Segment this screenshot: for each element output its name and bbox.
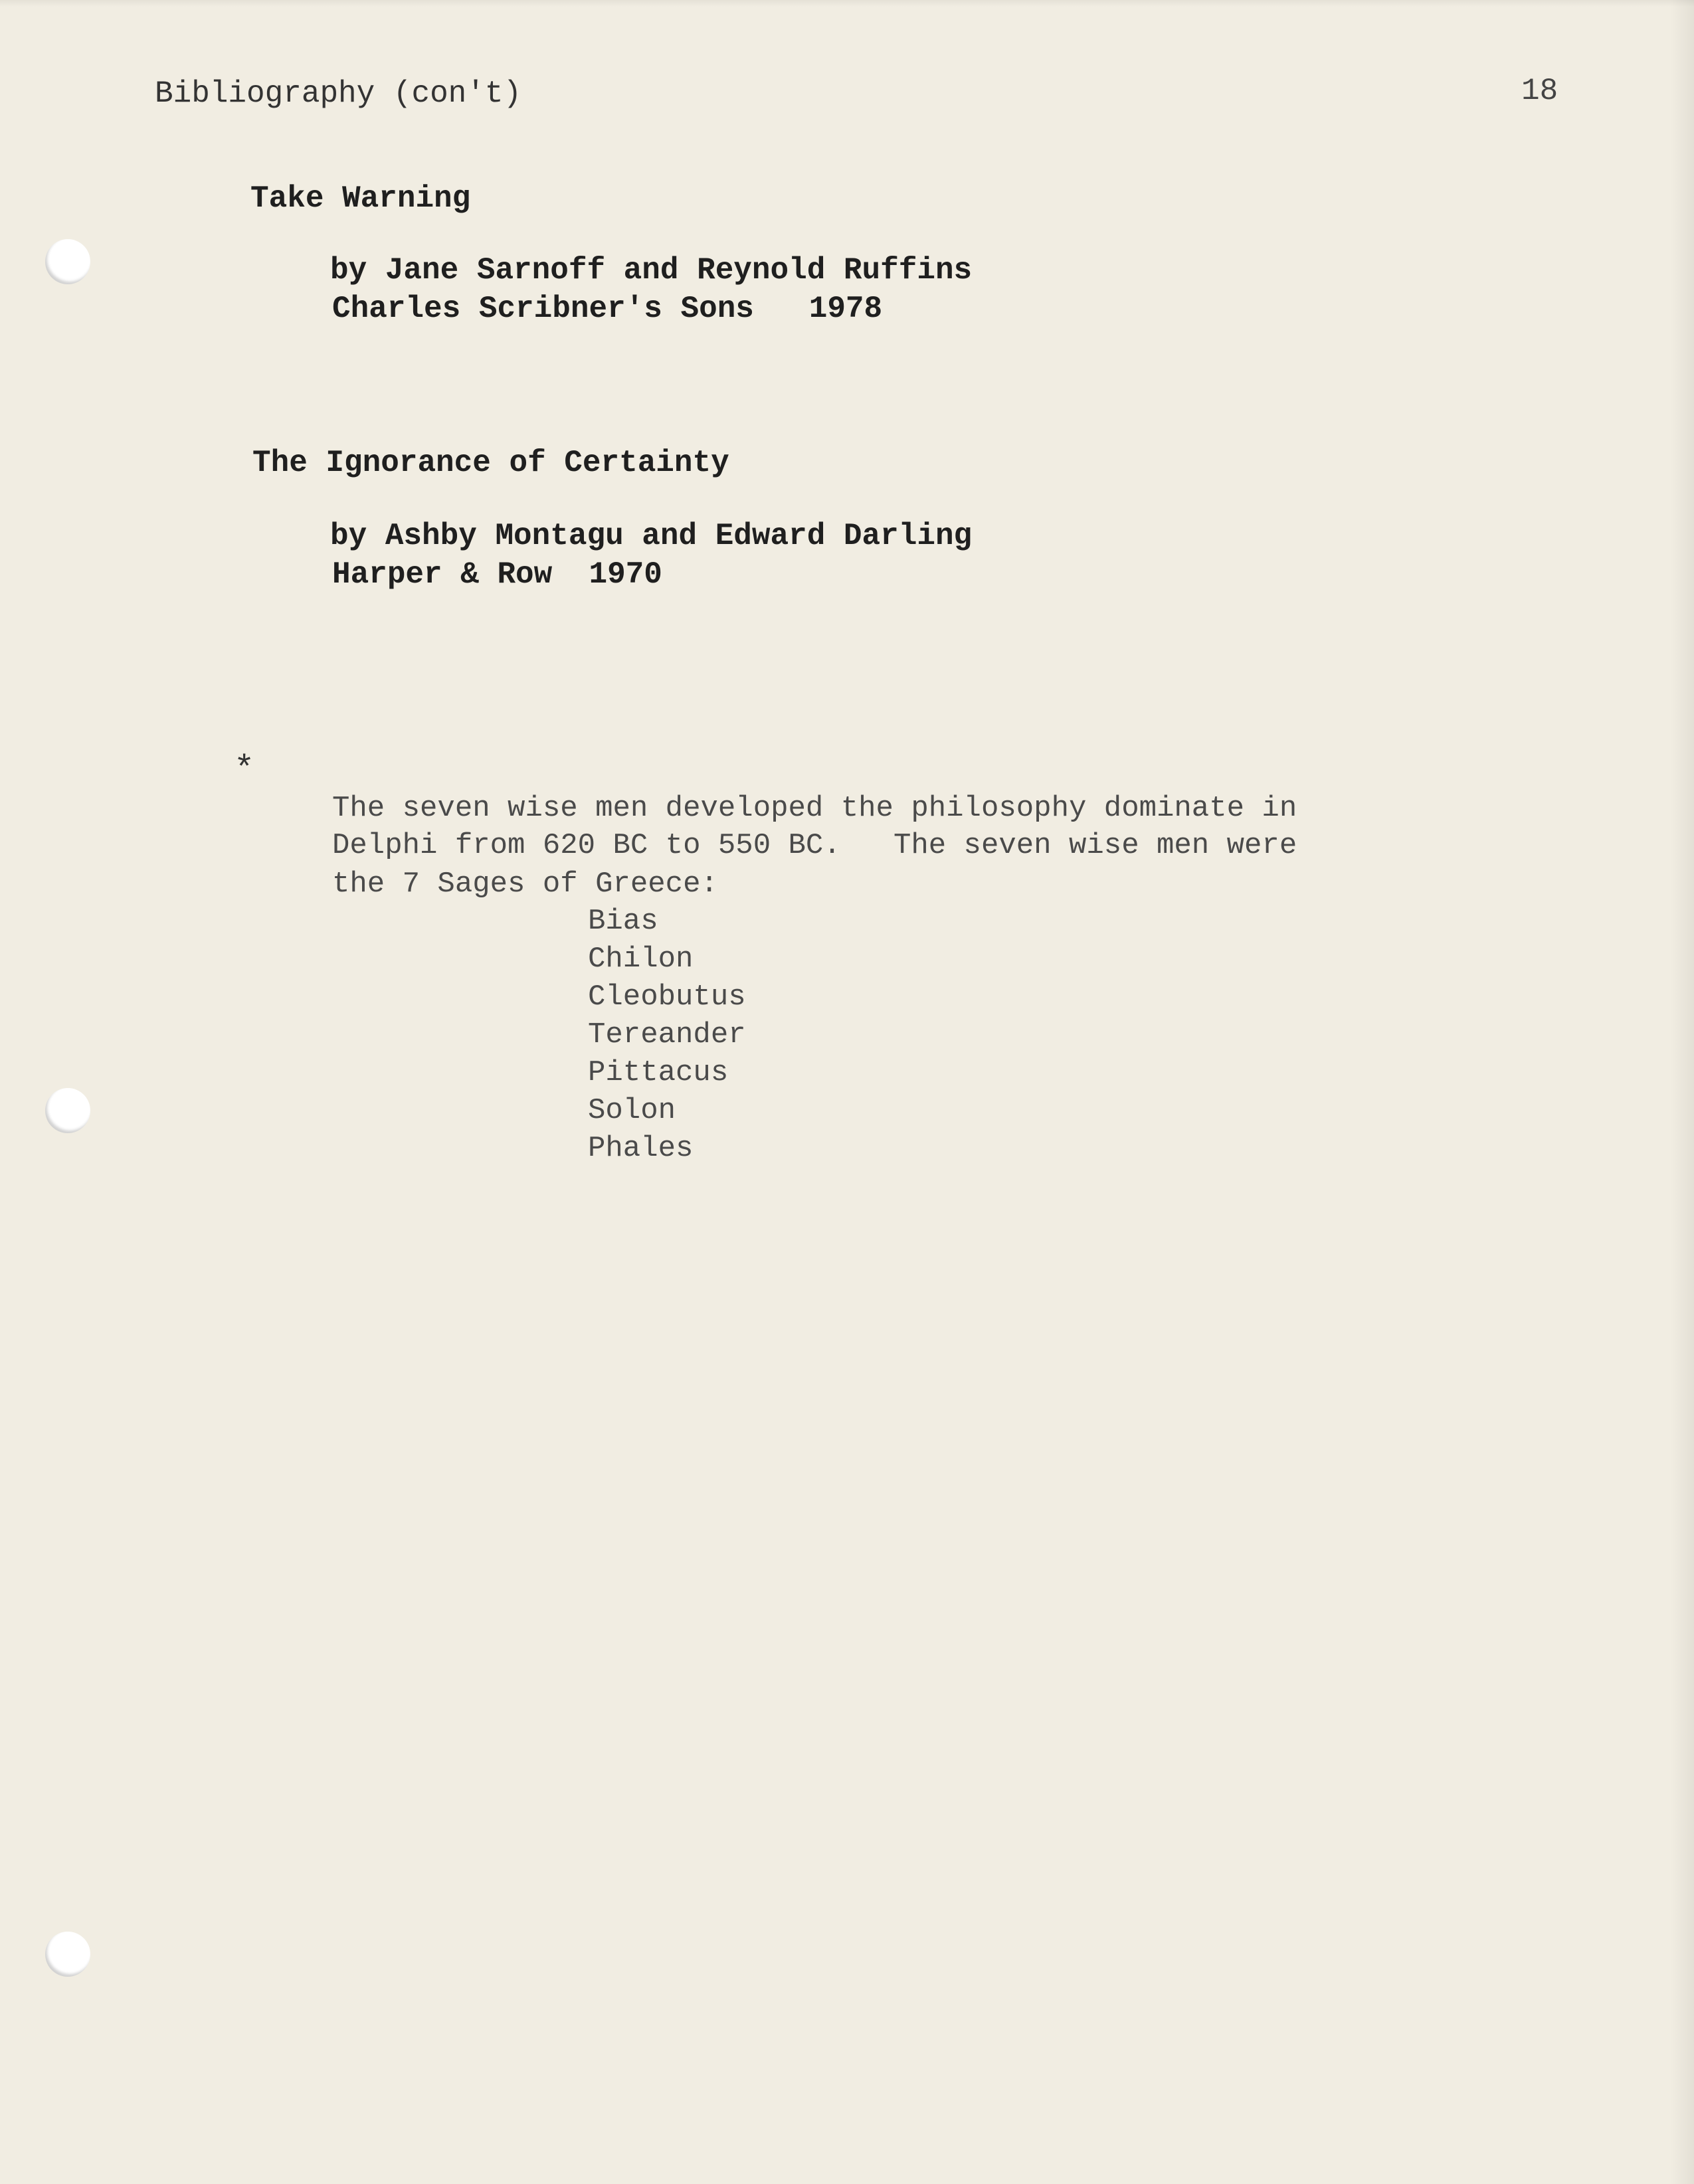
bibliography-entry-title: The Ignorance of Certainty xyxy=(252,446,729,480)
sage-name: Cleobutus xyxy=(588,980,746,1014)
bibliography-entry-publisher: Harper & Row 1970 xyxy=(332,557,662,592)
sage-name: Solon xyxy=(588,1094,676,1127)
sage-name: Chilon xyxy=(588,943,694,976)
page-header-title: Bibliography (con't) xyxy=(155,76,522,111)
page-edge-shadow xyxy=(1670,0,1694,2184)
sage-name: Phales xyxy=(588,1132,694,1165)
binder-hole-middle xyxy=(45,1088,90,1133)
page-number: 18 xyxy=(1521,74,1558,108)
page-top-shadow xyxy=(0,0,1694,7)
binder-hole-top xyxy=(45,239,90,284)
bibliography-entry-authors: by Ashby Montagu and Edward Darling xyxy=(330,519,973,553)
sage-name: Bias xyxy=(588,905,658,938)
footnote-text-line: Delphi from 620 BC to 550 BC. The seven wise men were xyxy=(332,829,1297,862)
bibliography-entry-authors: by Jane Sarnoff and Reynold Ruffins xyxy=(330,253,973,288)
bibliography-entry-title: Take Warning xyxy=(250,181,471,216)
footnote-text-line: The seven wise men developed the philosophy dominate in xyxy=(332,792,1297,825)
binder-hole-bottom xyxy=(45,1932,90,1977)
sage-name: Tereander xyxy=(588,1018,746,1051)
footnote-text-line: the 7 Sages of Greece: xyxy=(332,867,718,901)
sage-name: Pittacus xyxy=(588,1056,729,1089)
bibliography-entry-publisher: Charles Scribner's Sons 1978 xyxy=(332,292,883,326)
footnote-asterisk: * xyxy=(234,750,255,789)
